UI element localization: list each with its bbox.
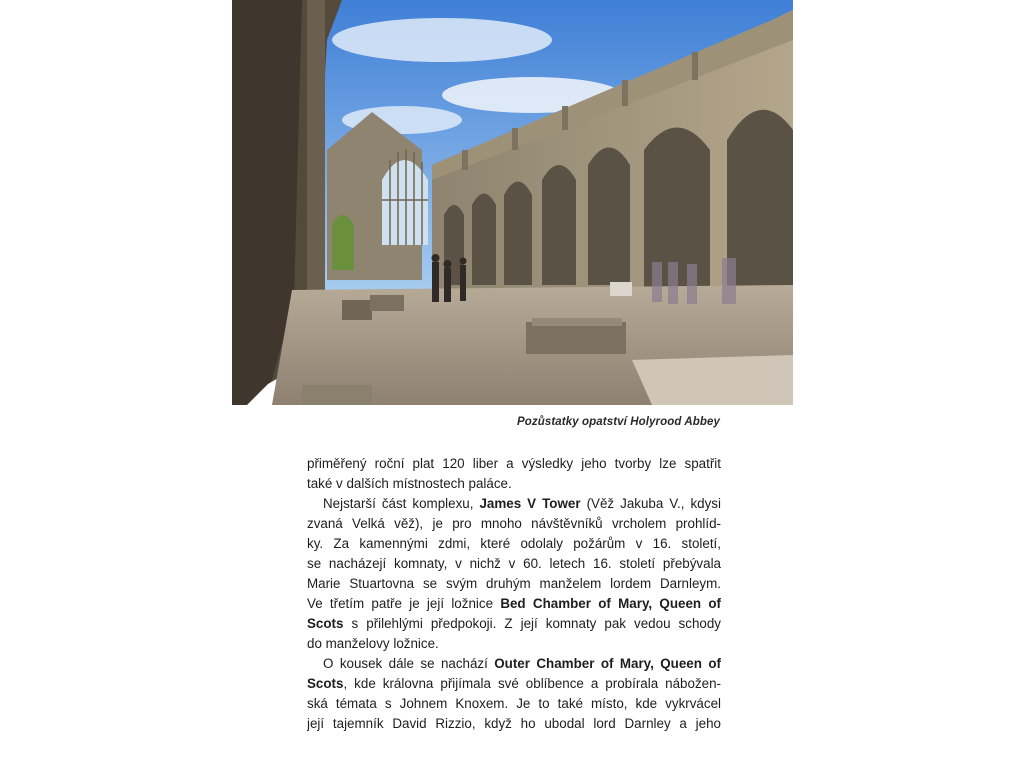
text-line: do manželovy ložnice. [307, 636, 439, 651]
highlighted-term: Bed Chamber of Mary, Queen of [500, 596, 721, 611]
text-line: Scots, kde královna přijímala své oblíbence a probírala nábožen- [307, 676, 721, 691]
text-line: Scots s přilehlými předpokoji. Z její komnaty pak vedou schody [307, 616, 721, 631]
body-text [307, 454, 721, 734]
text-line: ky. Za kamennými zdmi, které odolaly požárům v 16. století, [307, 536, 721, 551]
text-line: přiměřený roční plat 120 liber a výsledky jeho tvorby lze spatřit [307, 456, 721, 471]
text-line: Ve třetím patře je její ložnice Bed Chamber of Mary, Queen of [307, 596, 721, 611]
text-line: ská témata s Johnem Knoxem. Je to také místo, kde vykrvácel [307, 696, 721, 711]
text-line: O kousek dále se nachází Outer Chamber of Mary, Queen of [323, 656, 721, 671]
highlighted-term: James V Tower [479, 496, 581, 511]
text-line: také v dalších místnostech paláce. [307, 476, 512, 491]
text-line: se nacházejí komnaty, v nichž v 60. letech 16. století přebývala [307, 556, 721, 571]
text-line: zvaná Velká věž), je pro mnoho návštěvníků vrcholem prohlíd- [307, 516, 721, 531]
abbey-ruins-photo [232, 0, 793, 405]
text-line: Nejstarší část komplexu, James V Tower (Věž Jakuba V., kdysi [323, 496, 721, 511]
highlighted-term: Scots [307, 616, 344, 631]
photo-caption: Pozůstatky opatství Holyrood Abbey [517, 416, 720, 428]
highlighted-term: Outer Chamber of Mary, Queen of [494, 656, 721, 671]
text-line: Marie Stuartovna se svým druhým manželem lordem Darnleym. [307, 576, 721, 591]
highlighted-term: Scots [307, 676, 344, 691]
text-line: její tajemník David Rizzio, když ho ubodal lord Darnley a jeho [307, 716, 721, 731]
